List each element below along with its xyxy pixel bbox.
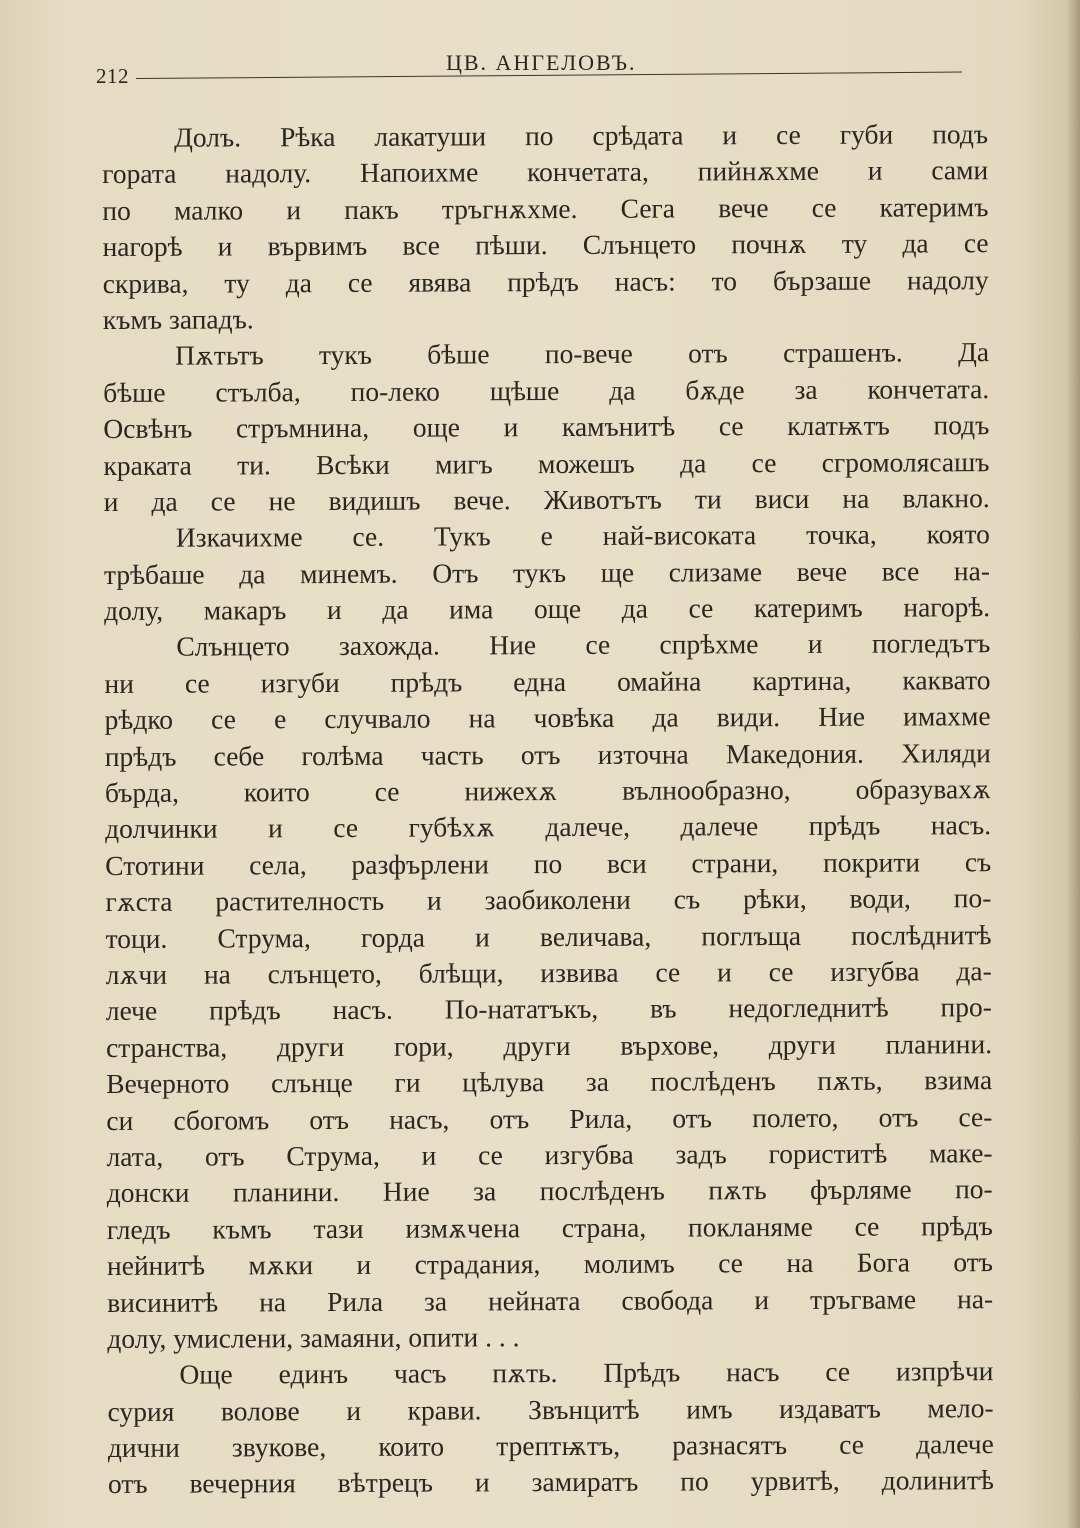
page-number: 212 <box>96 64 129 88</box>
text-line: нейнитѣ мѫки и страдания, молимъ се на Бога отъ <box>106 1246 994 1282</box>
text-line: нагорѣ и вървимъ все пѣши. Слънцето почнѫ ту да се <box>102 227 989 263</box>
text-line: бѣше стълба, по-леко щѣше да бѫде за кончетата. <box>103 372 990 408</box>
text-line: сурия волове и крави. Звънцитѣ имъ издаватъ мело- <box>107 1391 994 1427</box>
text-line: тоци. Струма, горда и величава, поглъща послѣднитѣ <box>105 918 992 954</box>
text-line: долу, макаръ и да има още да се катеримъ нагорѣ. <box>104 591 991 627</box>
text-line: долчинки и се губѣхѫ далече, далече прѣдъ насъ. <box>105 809 992 845</box>
text-line: Вечерното слънце ги цѣлува за послѣденъ пѫть, взима <box>106 1064 993 1100</box>
text-line: дични звукове, които трептѭтъ, разнасятъ се далече <box>107 1428 994 1464</box>
text-line: прѣдъ себе голѣма часть отъ източна Македония. Хиляди <box>104 736 991 772</box>
text-line: рѣдко се е случвало на човѣка да види. Ние имахме <box>104 700 991 736</box>
text-line: краката ти. Всѣки мигъ можешъ да се сгромолясашъ <box>103 445 990 481</box>
spine-shadow <box>1066 0 1080 1528</box>
text-line: висинитѣ на Рила за нейната свобода и тръгваме на- <box>107 1282 994 1318</box>
text-line: гората надолу. Напоихме кончетата, пийнѫхме и сами <box>102 154 989 190</box>
text-line: и да се не видишъ вече. Животътъ ти виси на влакно. <box>103 482 990 517</box>
text-line: гѫста растителность и заобиколени съ рѣки, води, по- <box>105 882 992 918</box>
text-line: лѫчи на слънцето, блѣщи, извива се и се изгубва да- <box>105 955 992 990</box>
text-line: гледъ къмъ тази измѫчена страна, покланяме се прѣдъ <box>106 1209 993 1245</box>
running-head: ЦВ. АНГЕЛОВЪ. <box>446 50 637 75</box>
page-header <box>96 50 966 98</box>
text-line: скрива, ту да се явява прѣдъ насъ: то бързаше надолу <box>102 263 989 299</box>
text-line: бърда, които се нижехѫ вълнообразно, образувахѫ <box>104 773 991 809</box>
text-line: Пѫтьтъ тукъ бѣше по-вече отъ страшенъ. Да <box>174 336 990 372</box>
text-line: ни се изгуби прѣдъ една омайна картина, каквато <box>104 663 991 699</box>
text-line: долу, умислени, замаяни, опити . . . <box>107 1321 520 1354</box>
text-line: Освѣнъ стръмнина, още и камънитѣ се клатѭтъ подъ <box>103 409 990 445</box>
text-line: Стотини села, разфърлени по вси страни, покрити съ <box>105 845 992 881</box>
text-line: донски планини. Ние за послѣденъ пѫть фърляме по- <box>106 1173 993 1209</box>
text-line: Още единъ часъ пѫть. Прѣдъ насъ се изпрѣчи <box>179 1355 994 1390</box>
text-line: лече прѣдъ насъ. По-нататъкъ, въ недогледнитѣ про- <box>105 991 992 1027</box>
text-line: Долъ. Рѣка лакатуши по срѣдата и се губи подъ <box>174 118 989 153</box>
text-line: по малко и пакъ тръгнѫхме. Сега вече се катеримъ <box>102 190 989 226</box>
text-line: Слънцето захожда. Ние се спрѣхме и погледътъ <box>176 627 991 663</box>
text-line: къмъ западъ. <box>102 303 254 335</box>
text-line: отъ вечерния вѣтрецъ и замиратъ по урвитѣ, долинитѣ <box>107 1464 995 1500</box>
text-line: лата, отъ Струма, и се изгубва задъ гориститѣ маке- <box>106 1137 993 1172</box>
body-text <box>102 116 994 1503</box>
text-line: трѣбаше да минемъ. Отъ тукъ ще слизаме вече все на- <box>103 554 991 590</box>
text-line: странства, други гори, други върхове, други планини. <box>105 1027 993 1063</box>
text-line: Изкачихме се. Тукъ е най-високата точка, която <box>175 518 990 553</box>
text-line: си сбогомъ отъ насъ, отъ Рила, отъ полето, отъ се- <box>106 1100 993 1136</box>
